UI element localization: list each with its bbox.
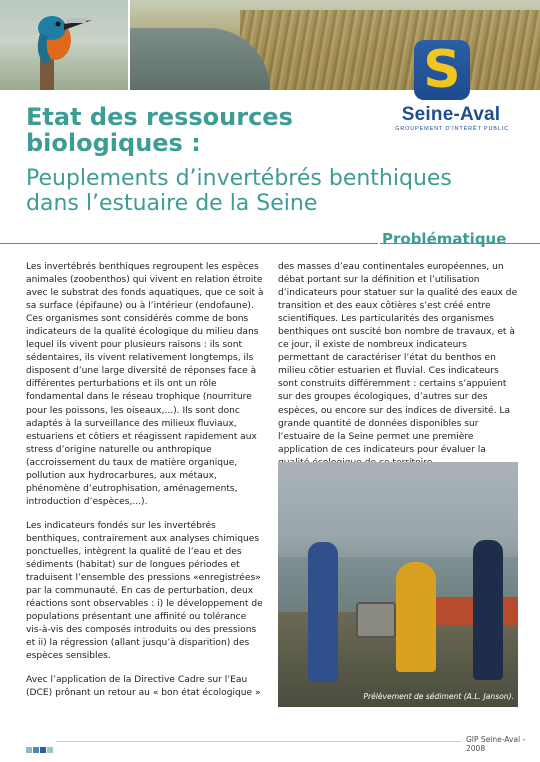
- paragraph: Avec l’application de la Directive Cadre sur l’Eau (DCE) prônant un retour au « bon état écologique »: [26, 675, 261, 699]
- page-title: Etat des ressources biologiques :: [26, 103, 293, 157]
- footer-squares: [26, 738, 54, 757]
- page-subtitle: Peuplements d’invertébrés benthiques dans l’estuaire de la Seine: [26, 166, 452, 216]
- sediment-grab: [356, 602, 396, 638]
- kingfisher-photo: [0, 0, 128, 90]
- person-blue: [308, 542, 338, 682]
- logo-emblem: [414, 40, 470, 100]
- left-column: [26, 261, 264, 712]
- person-yellow: [396, 562, 436, 672]
- logo-letter: S: [423, 40, 461, 100]
- footer-square: [40, 747, 46, 753]
- person-dark: [473, 540, 503, 680]
- paragraph: des masses d’eau continentales européennes, un débat portant sur la définition et l’utilisation d’indicateurs pour statuer sur la qualité des eaux de transition et des eaux côtières s’est créé entre scientifiques. Les particularités des organismes benthiques ont suscité bon nombre de travaux, et à ce jour, il existe de nombreux indicateurs permettant de caractériser l’état du benthos en milieu côtier estuarien et fluvial. Ces indicateurs sont construits différemment : certains s’appuient sur des groupes écologiques, d’autres sur des espèces, ou encore sur des indices de diversité. La grande quantité de données disponibles sur l’estuaire de la Seine permet une première application de ces indicateurs pour évaluer la: [278, 262, 518, 455]
- right-column: [278, 261, 518, 481]
- footer-divider: [56, 741, 461, 742]
- photo-caption: Prélèvement de sédiment (A.L. Janson).: [363, 692, 514, 701]
- logo-subtitle: GROUPEMENT D'INTÉRÊT PUBLIC: [395, 126, 509, 132]
- sediment-sampling-photo: [278, 462, 518, 707]
- seine-aval-logo: [386, 40, 516, 130]
- footer-square: [47, 747, 53, 753]
- section-heading: Problématique: [382, 230, 507, 248]
- logo-name: Seine-Aval: [401, 104, 501, 125]
- paragraph: Les indicateurs fondés sur les invertébrés benthiques, contrairement aux analyses chimiques ponctuelles, intègrent la qualité de l’eau et des sédiments (habitat) sur de longues périodes et traduisent l’ensemble des pressions «enregistrées» par la communauté. En cas de perturbation, deux réactions sont observables : i) le développement de populations présentant une affinité ou tolérance vis-à-vis des composés introduits ou des pressions et ii) la régression (allant jusqu’à disparition) des espèces sensibles.: [26, 520, 263, 662]
- footer-text: GIP Seine-Aval - 2008: [466, 735, 526, 753]
- kingfisher-illustration: [0, 0, 128, 90]
- paragraph: Les invertébrés benthiques regroupent les espèces animales (zoobenthos) qui vivent en relation étroite avec le substrat des fonds aquatiques, que ce soit à sa surface (épifaune) ou à l’intérieur (endofaune). Ces organismes sont considérés comme de bons indicateurs de la qualité écologique du milieu dans lequel ils vivent pour plusieurs raisons : ils sont sédentaires, ils vivent relativement longtemps, ils disposent d’une large diversité de réponses face à différentes perturbations et ils ont un rôle fondamental dans le réseau trophique (nourriture pour les poissons, les oiseaux,...). Ils sont donc adaptés à la surveillance des milieux fluviaux, estuariens et côtiers et réagissent rapidement aux stress d’origine naturelle ou anthropique (accroissement du taux de matière organique, pollution aux hydrocarbures, aux métaux, phénomène d’eutrophisation, aménagements, introduction d’espèces,...).: [26, 262, 264, 507]
- footer-square: [33, 747, 39, 753]
- footer-square: [26, 747, 32, 753]
- section-divider: [0, 243, 378, 244]
